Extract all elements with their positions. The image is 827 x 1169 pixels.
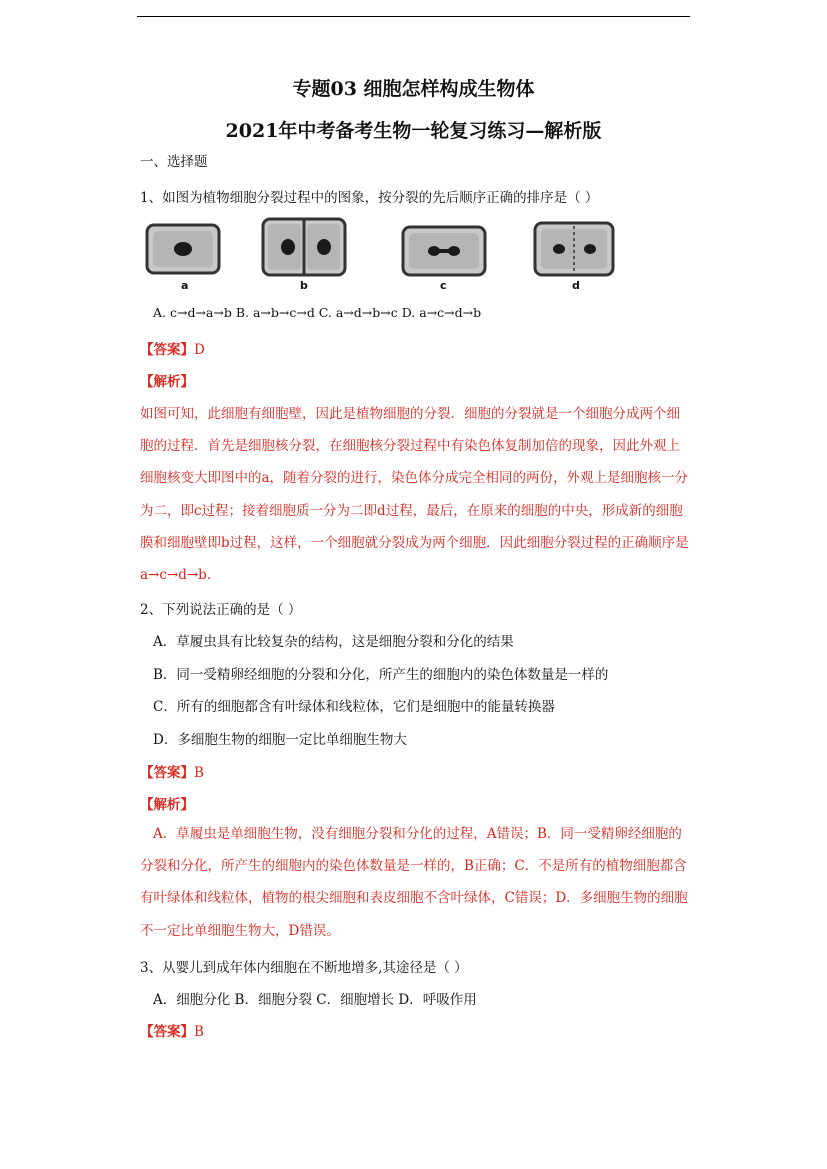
question-2-answer bbox=[140, 761, 204, 781]
document-subtitle: 2021年中考备考生物一轮复习练习—解析版 bbox=[225, 120, 602, 142]
figure-label-b: b bbox=[300, 279, 308, 292]
question-3-answer bbox=[140, 1020, 204, 1040]
question-1-answer bbox=[140, 338, 205, 358]
question-2-stem: 2、下列说法正确的是（ ） bbox=[140, 602, 302, 618]
question-2-option-c: C．所有的细胞都含有叶绿体和线粒体，它们是细胞中的能量转换器 bbox=[153, 699, 555, 715]
answer-value: B bbox=[194, 1024, 204, 1040]
figure-label-a: a bbox=[181, 279, 189, 292]
answer-label: 【答案】 bbox=[140, 342, 194, 358]
question-3-stem: 3、从婴儿到成年体内细胞在不断地增多,其途径是（ ） bbox=[140, 960, 468, 976]
section-heading: 一、选择题 bbox=[140, 154, 208, 170]
question-1-analysis: 如图可知，此细胞有细胞壁，因此是植物细胞的分裂．细胞的分裂就是一个细胞分成两个细胞的过程．首先是细胞核分裂，在细胞核分裂过程中有染色体复制加倍的现象，因此外观上细胞核变大即图中的a，随着分裂的进行，染色体分成完全相同的两份，外观上是细胞核一分为二，即c过程；接着细胞质一分为二即d过程，最后，在原来的细胞的中央，形成新的细胞膜和细胞壁即b过程，这样，一个细胞就分裂成为两个细胞．因此细胞分裂过程的正确顺序是a→c→d→b. bbox=[140, 406, 689, 584]
question-2-analysis: A．草履虫是单细胞生物，没有细胞分裂和分化的过程，A错误；B．同一受精卵经细胞的分裂和分化，所产生的细胞内的染色体数量是一样的，B正确；C．不是所有的植物细胞都含有叶绿体和线粒体，植物的根尖细胞和表皮细胞不含叶绿体，C错误；D．多细胞生物的细胞不一定比单细胞生物大，D错误。 bbox=[140, 826, 688, 939]
question-2-option-a: A．草履虫具有比较复杂的结构，这是细胞分裂和分化的结果 bbox=[153, 634, 514, 650]
cell-division-figure bbox=[140, 214, 620, 294]
figure-label-d: d bbox=[572, 279, 580, 292]
cell-image-d bbox=[532, 220, 616, 278]
question-2-option-d: D．多细胞生物的细胞一定比单细胞生物大 bbox=[153, 732, 407, 748]
question-2-analysis-label: 【解析】 bbox=[140, 797, 194, 813]
answer-value: D bbox=[194, 342, 205, 358]
document-title: 专题03 细胞怎样构成生物体 bbox=[292, 78, 535, 100]
cell-image-c bbox=[400, 224, 488, 278]
answer-value: B bbox=[194, 765, 204, 781]
answer-label: 【答案】 bbox=[140, 1024, 194, 1040]
question-1-analysis-label: 【解析】 bbox=[140, 374, 194, 390]
answer-label: 【答案】 bbox=[140, 765, 194, 781]
header-rule bbox=[137, 16, 690, 17]
question-3-options: A．细胞分化 B．细胞分裂 C．细胞增长 D．呼吸作用 bbox=[153, 992, 477, 1008]
question-1-options: A. c→d→a→b B. a→b→c→d C. a→d→b→c D. a→c→d→b bbox=[153, 305, 482, 320]
cell-image-a bbox=[144, 222, 222, 276]
question-1-stem: 1、如图为植物细胞分裂过程中的图象，按分裂的先后顺序正确的排序是（ ） bbox=[140, 190, 599, 206]
figure-label-c: c bbox=[440, 279, 447, 292]
cell-image-b bbox=[260, 216, 348, 278]
question-2-option-b: B．同一受精卵经细胞的分裂和分化，所产生的细胞内的染色体数量是一样的 bbox=[153, 667, 609, 683]
